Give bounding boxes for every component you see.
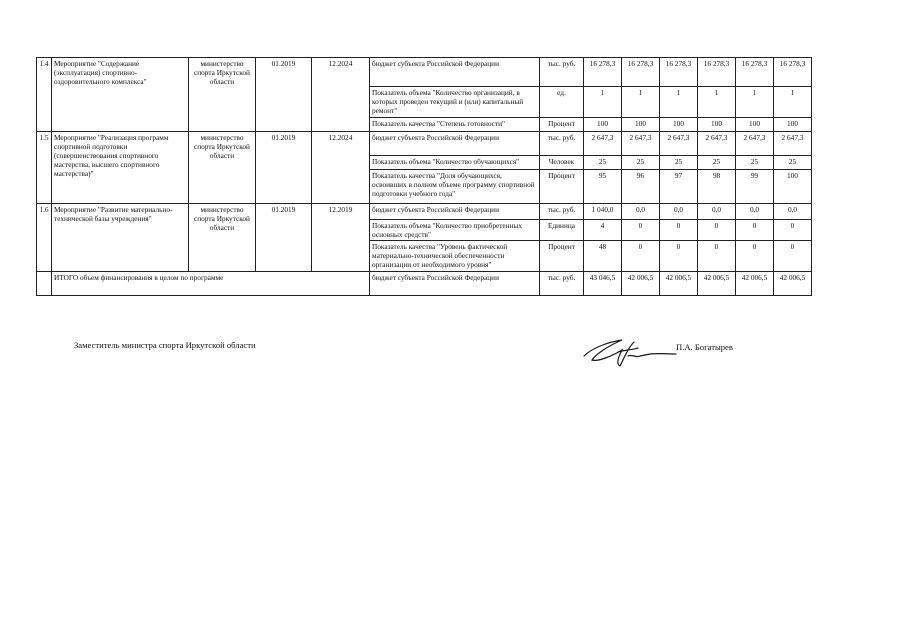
indicator: Показатель объема "Количество приобретенных основных средств" (370, 219, 540, 240)
unit: тыс. руб. (540, 131, 584, 155)
year-value: 95 (584, 169, 622, 203)
event-name: Мероприятие "Реализация программ спортивной подготовки (совершенствования спортивного мастерства, высшего спортивного мастерства)" (52, 131, 189, 203)
executor: министерство спорта Иркутской области (189, 131, 256, 203)
total-label: ИТОГО объем финансирования в целом по программе (52, 271, 370, 295)
unit: Процент (540, 117, 584, 131)
event-name: Мероприятие "Развитие материально-технической базы учреждения" (52, 203, 189, 271)
indicator: бюджет субъекта Российской Федерации (370, 131, 540, 155)
total-row (37, 271, 812, 295)
executor: министерство спорта Иркутской области (189, 203, 256, 271)
indicator: Показатель объема "Количество обучающихся" (370, 155, 540, 169)
total-year-value: 42 006,5 (622, 271, 660, 295)
year-value: 2 647,3 (736, 131, 774, 155)
start-date: 01.2019 (256, 203, 312, 271)
row-number: 1.4 (37, 58, 52, 132)
year-value: 2 647,3 (774, 131, 812, 155)
year-value: 1 (774, 87, 812, 118)
total-year-value: 42 006,5 (736, 271, 774, 295)
year-value: 100 (584, 117, 622, 131)
unit: тыс. руб. (540, 58, 584, 87)
unit: тыс. руб. (540, 203, 584, 219)
year-value: 0 (736, 241, 774, 272)
year-value: 98 (698, 169, 736, 203)
total-number-cell (37, 271, 52, 295)
year-value: 1 (622, 87, 660, 118)
handwritten-signature (578, 328, 678, 372)
indicator: бюджет субъекта Российской Федерации (370, 203, 540, 219)
total-year-value: 42 006,5 (660, 271, 698, 295)
year-value: 16 278,3 (584, 58, 622, 87)
total-year-value: 42 006,5 (774, 271, 812, 295)
indicator: Показатель объема "Количество организаций, в которых проведен текущий и (или) капитальный ремонт" (370, 87, 540, 118)
year-value: 0,0 (622, 203, 660, 219)
indicator: бюджет субъекта Российской Федерации (370, 58, 540, 87)
year-value: 0 (660, 219, 698, 240)
total-year-value: 43 046,5 (584, 271, 622, 295)
year-value: 100 (660, 117, 698, 131)
year-value: 2 647,3 (698, 131, 736, 155)
year-value: 97 (660, 169, 698, 203)
indicator: Показатель качества "Доля обучающихся, освоивших в полном объеме программу спортивной подготовки учебного года" (370, 169, 540, 203)
year-value: 1 (736, 87, 774, 118)
year-value: 0,0 (660, 203, 698, 219)
year-value: 16 278,3 (660, 58, 698, 87)
year-value: 4 (584, 219, 622, 240)
year-value: 48 (584, 241, 622, 272)
total-indicator: бюджет субъекта Российской Федерации (370, 271, 540, 295)
table-row (37, 58, 812, 87)
year-value: 16 278,3 (736, 58, 774, 87)
year-value: 0 (698, 219, 736, 240)
program-table (36, 57, 812, 296)
year-value: 2 647,3 (660, 131, 698, 155)
year-value: 25 (736, 155, 774, 169)
table-body (37, 58, 812, 296)
year-value: 16 278,3 (698, 58, 736, 87)
table-row (37, 203, 812, 219)
unit: Процент (540, 241, 584, 272)
year-value: 25 (584, 155, 622, 169)
end-date: 12.2019 (312, 203, 370, 271)
indicator: Показатель качества "Уровень фактической материально-технической обеспеченности организации от необходимого уровня" (370, 241, 540, 272)
year-value: 25 (660, 155, 698, 169)
start-date: 01.2019 (256, 131, 312, 203)
unit: ед. (540, 87, 584, 118)
year-value: 0 (774, 241, 812, 272)
year-value: 0,0 (698, 203, 736, 219)
year-value: 16 278,3 (622, 58, 660, 87)
total-year-value: 42 006,5 (698, 271, 736, 295)
start-date: 01.2019 (256, 58, 312, 132)
event-name: Мероприятие "Содержание (эксплуатация) спортивно-оздоровительного комплекса" (52, 58, 189, 132)
year-value: 100 (736, 117, 774, 131)
year-value: 100 (774, 169, 812, 203)
year-value: 0,0 (736, 203, 774, 219)
table-row (37, 131, 812, 155)
year-value: 1 040,0 (584, 203, 622, 219)
row-number: 1.5 (37, 131, 52, 203)
year-value: 0 (622, 219, 660, 240)
year-value: 1 (698, 87, 736, 118)
year-value: 1 (584, 87, 622, 118)
year-value: 16 278,3 (774, 58, 812, 87)
unit: Человек (540, 155, 584, 169)
row-number: 1.6 (37, 203, 52, 271)
signatory-position: Заместитель министра спорта Иркутской области (74, 340, 256, 350)
year-value: 100 (774, 117, 812, 131)
year-value: 0 (698, 241, 736, 272)
year-value: 0 (774, 219, 812, 240)
end-date: 12.2024 (312, 131, 370, 203)
year-value: 100 (698, 117, 736, 131)
year-value: 0 (622, 241, 660, 272)
year-value: 25 (698, 155, 736, 169)
unit: Единица (540, 219, 584, 240)
year-value: 25 (622, 155, 660, 169)
end-date: 12.2024 (312, 58, 370, 132)
unit: Процент (540, 169, 584, 203)
signer-name: П.А. Богатырев (676, 342, 733, 352)
year-value: 0,0 (774, 203, 812, 219)
total-unit: тыс. руб. (540, 271, 584, 295)
year-value: 2 647,3 (584, 131, 622, 155)
year-value: 25 (774, 155, 812, 169)
year-value: 0 (736, 219, 774, 240)
year-value: 96 (622, 169, 660, 203)
year-value: 100 (622, 117, 660, 131)
year-value: 0 (660, 241, 698, 272)
year-value: 1 (660, 87, 698, 118)
executor: министерство спорта Иркутской области (189, 58, 256, 132)
year-value: 99 (736, 169, 774, 203)
indicator: Показатель качества "Степень готовности" (370, 117, 540, 131)
year-value: 2 647,3 (622, 131, 660, 155)
